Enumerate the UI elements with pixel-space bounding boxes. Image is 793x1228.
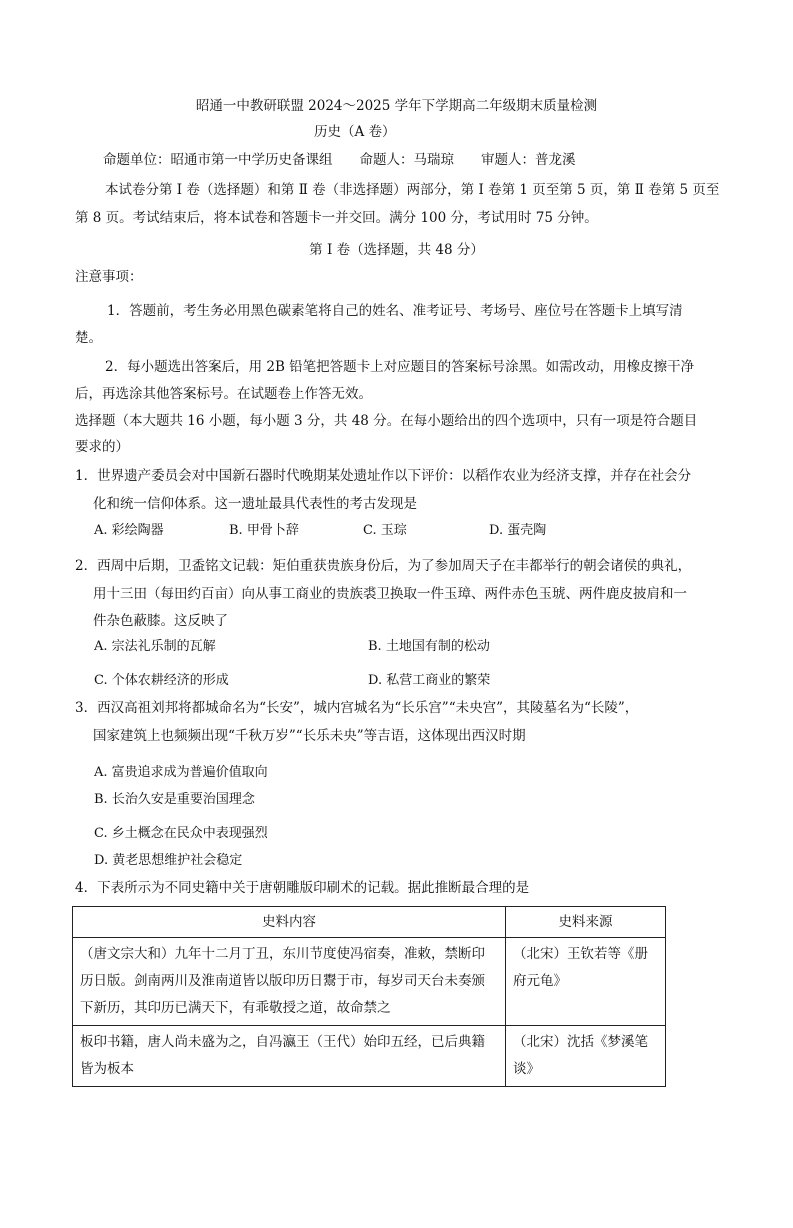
- cell-text-line: 板印书籍，唐人尚未盛为之，自冯瀛王（王代）始印五经，已后典籍: [80, 1034, 485, 1050]
- question-1-option-a[interactable]: A. 彩绘陶器: [94, 523, 164, 538]
- cell-text-line: （北宋）王钦若等《册: [513, 946, 648, 962]
- table-cell-content: [73, 938, 506, 1026]
- intro-line-1: 本试卷分第 Ⅰ 卷（选择题）和第 Ⅱ 卷（非选择题）两部分，第 Ⅰ 卷第 1 页至第 5 页，第 Ⅱ 卷第 5 页至: [105, 182, 720, 198]
- table-header-source: 史料来源: [506, 907, 666, 938]
- question-2-stem-line-2: 用十三田（每田约百亩）向从事工商业的贵族裘卫换取一件玉璋、两件赤色玉琥、两件鹿皮披肩和一: [93, 586, 687, 602]
- cell-text-line: 皆为板本: [80, 1061, 134, 1077]
- table-cell-content: [73, 1026, 506, 1087]
- table-cell-source: [506, 938, 666, 1026]
- table-header-row: [73, 907, 666, 938]
- exam-title: 昭通一中教研联盟 2024～2025 学年下学期高二年级期末质量检测: [195, 98, 598, 114]
- exam-subject: 历史（A 卷）: [314, 124, 396, 140]
- question-3-option-d[interactable]: D. 黄老思想维护社会稳定: [94, 853, 243, 868]
- notice-2-line-2: 后，再选涂其他答案标号。在试题卷上作答无效。: [75, 386, 372, 402]
- cell-text-line: 下新历，其印历已满天下，有乖敬授之道，故命禁之: [80, 1000, 391, 1016]
- question-1-option-d[interactable]: D. 蛋壳陶: [489, 523, 547, 538]
- question-4-stem: 4．下表所示为不同史籍中关于唐朝雕版印刷术的记载。据此推断最合理的是: [75, 880, 530, 896]
- question-3-option-a[interactable]: A. 富贵追求成为普遍价值取向: [94, 765, 268, 780]
- question-2-option-b[interactable]: B. 土地国有制的松动: [368, 639, 490, 654]
- question-1-option-c[interactable]: C. 玉琮: [363, 523, 407, 538]
- cell-text-line: 府元龟》: [513, 973, 567, 989]
- table-cell-source: [506, 1026, 666, 1087]
- question-1-stem-line-2: 化和统一信仰体系。这一遗址最具代表性的考古发现是: [93, 496, 417, 512]
- section-instructions-line-1: 选择题（本大题共 16 小题，每小题 3 分，共 48 分。在每小题给出的四个选项中，只有一项是符合题目: [75, 413, 698, 429]
- question-3-stem-line-2: 国家建筑上也频频出现“千秋万岁”“长乐未央”等吉语，这体现出西汉时期: [93, 728, 526, 744]
- part-title: 第 Ⅰ 卷（选择题，共 48 分）: [309, 242, 484, 258]
- notice-2-line-1: 2．每小题选出答案后，用 2B 铅笔把答题卡上对应题目的答案标号涂黑。如需改动，用橡皮擦干净: [105, 359, 695, 375]
- question-2-option-a[interactable]: A. 宗法礼乐制的瓦解: [94, 639, 216, 654]
- cell-text-line: （北宋）沈括《梦溪笔: [513, 1034, 648, 1050]
- question-2-stem-line-1: 2．西周中后期，卫盉铭文记载：矩伯重获贵族身份后，为了参加周天子在丰都举行的朝会诸侯的典礼，: [75, 558, 692, 574]
- notice-1-line-2: 楚。: [75, 330, 102, 346]
- question-3-option-b[interactable]: B. 长治久安是重要治国理念: [94, 792, 255, 807]
- cell-text-line: 历日版。剑南两川及淮南道皆以版印历日鬻于市，每岁司天台未奏颁: [80, 973, 485, 989]
- question-1-option-b[interactable]: B. 甲骨卜辞: [229, 523, 299, 538]
- question-1-stem-line-1: 1．世界遗产委员会对中国新石器时代晚期某处遗址作以下评价：以稻作农业为经济支撑，并存在社会分: [75, 468, 692, 484]
- question-2-option-d[interactable]: D. 私营工商业的繁荣: [368, 673, 491, 688]
- intro-line-2: 第 8 页。考试结束后，将本试卷和答题卡一并交回。满分 100 分，考试用时 75 分钟。: [75, 210, 598, 226]
- question-2-option-c[interactable]: C. 个体农耕经济的形成: [94, 673, 229, 688]
- notice-title: 注意事项：: [75, 269, 143, 285]
- historical-sources-table: [72, 906, 666, 1087]
- table-row: [73, 1026, 666, 1087]
- question-3-stem-line-1: 3．西汉高祖刘邦将都城命名为“长安”，城内宫城名为“长乐宫”“未央宫”，其陵墓名为“长陵”，: [75, 700, 639, 716]
- table-row: [73, 938, 666, 1026]
- cell-text-line: 谈》: [513, 1061, 540, 1077]
- table-header-content: 史料内容: [73, 907, 506, 938]
- cell-text-line: （唐文宗大和）九年十二月丁丑，东川节度使冯宿奏，准敕，禁断印: [80, 946, 485, 962]
- notice-1-line-1: 1．答题前，考生务必用黑色碳素笔将自己的姓名、准考证号、考场号、座位号在答题卡上填写清: [107, 303, 683, 319]
- exam-authors: 命题单位：昭通市第一中学历史备课组 命题人：马瑞琼 审题人：普龙溪: [103, 152, 576, 168]
- question-2-stem-line-3: 件杂色蔽膝。这反映了: [93, 613, 228, 629]
- section-instructions-line-2: 要求的）: [75, 439, 129, 455]
- question-3-option-c[interactable]: C. 乡土概念在民众中表现强烈: [94, 826, 268, 841]
